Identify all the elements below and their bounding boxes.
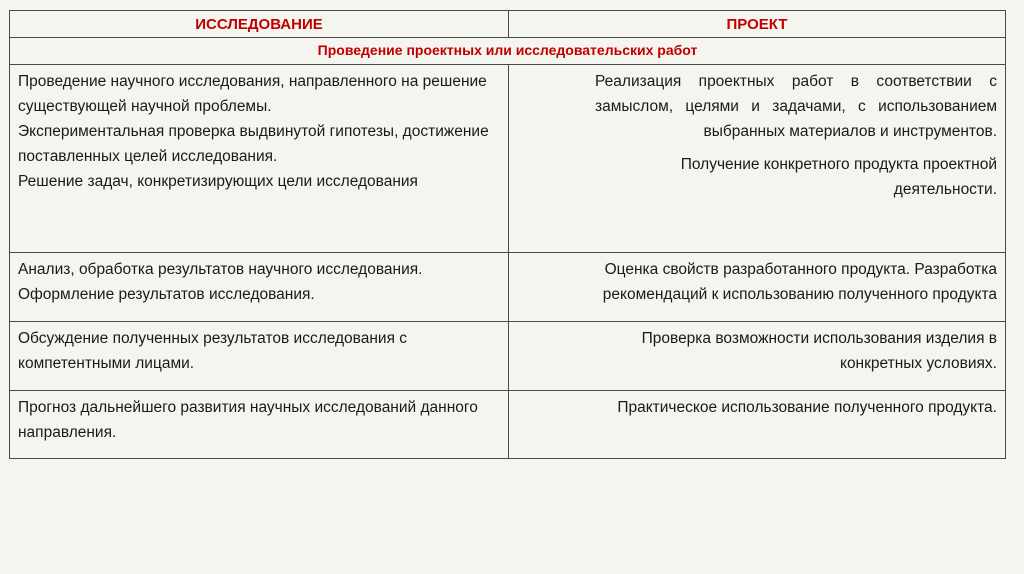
research-text: Проведение научного исследования, направленного на решение существующей научной проблемы. [18,73,487,115]
research-cell [10,65,509,252]
table-row [9,391,1006,459]
research-text: Решение задач, конкретизирующих цели исследования [18,173,418,190]
research-cell [10,253,509,321]
table-row [9,322,1006,391]
subheader-title: Проведение проектных или исследовательских работ [317,42,698,58]
project-text: Получение конкретного продукта проектной деятельности. [680,156,997,198]
header-project: ПРОЕКТ [726,16,788,33]
header-row [9,10,1006,38]
project-text: Реализация проектных работ в соответствии с замыслом, целями и задачами, с использованием выбранных материалов и инструментов. [595,73,997,140]
research-cell [10,391,509,458]
project-text: Проверка возможности использования изделия в конкретных условиях. [641,330,997,372]
project-cell [509,322,1005,390]
research-text: Оформление результатов исследования. [18,286,315,303]
project-cell [509,253,1005,321]
subheader-row [9,38,1006,65]
research-text: Экспериментальная проверка выдвинутой гипотезы, достижение поставленных целей исследования. [18,123,489,165]
project-cell [509,391,1005,458]
research-cell [10,322,509,390]
project-cell [509,65,1005,252]
project-text: Оценка свойств разработанного продукта. Разработка рекомендаций к использованию полученного продукта [602,261,997,303]
comparison-table [9,10,1006,459]
table-row [9,253,1006,322]
research-text: Обсуждение полученных результатов исследования с компетентными лицами. [18,330,408,372]
table-row [9,65,1006,253]
research-text: Анализ, обработка результатов научного исследования. [18,261,423,278]
research-text: Прогноз дальнейшего развития научных исследований данного направления. [18,399,478,441]
header-research: ИССЛЕДОВАНИЕ [10,11,509,37]
project-text: Практическое использование полученного продукта. [617,399,997,416]
